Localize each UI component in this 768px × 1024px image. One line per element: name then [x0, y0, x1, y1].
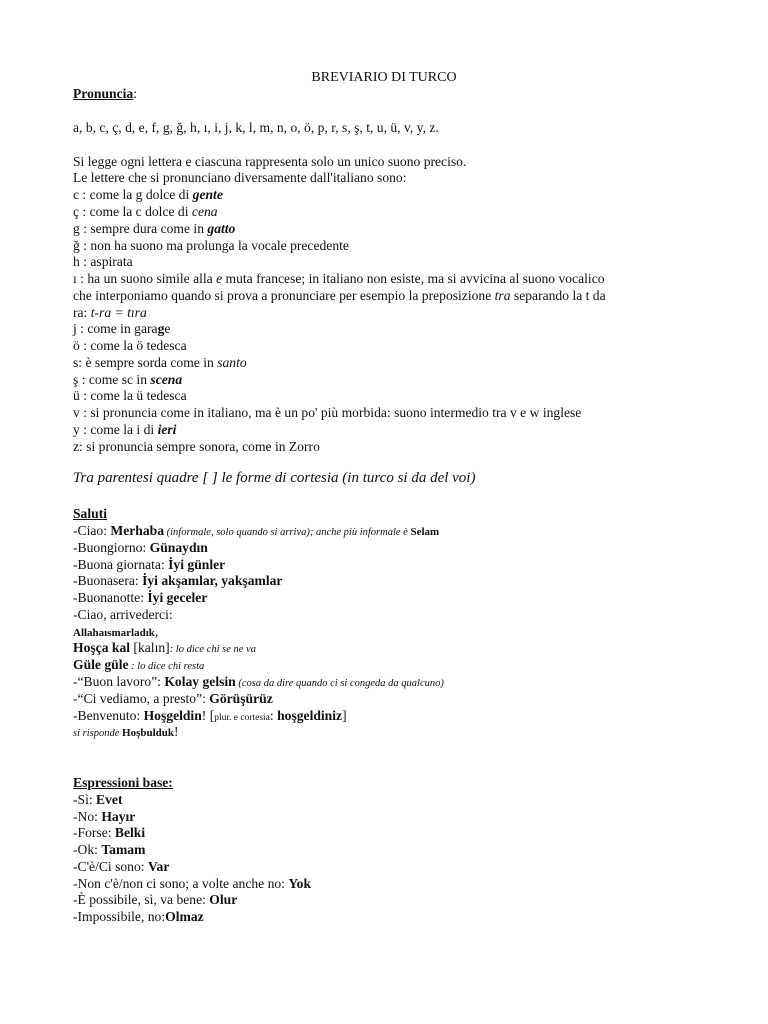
- rule-dotless-i: ı : ha un suono simile alla e muta francese; in italiano non esiste, ma si avvicina al suono vocalico: [73, 271, 605, 286]
- rule-s-cedilla: ş : come sc in scena: [73, 372, 183, 387]
- rule-dotless-i-cont: che interponiamo quando si prova a pronunciare per esempio la preposizione tra separando la t da: [73, 288, 606, 303]
- greeting-buonanotte: -Buonanotte: İyi geceler: [73, 590, 208, 605]
- rule-dotless-i-cont: ra: t-ra = tıra: [73, 305, 147, 320]
- intro-line: Le lettere che si pronunciano diversamente dall'italiano sono:: [73, 170, 407, 185]
- greeting-buonasera: -Buonasera: İyi akşamlar, yakşamlar: [73, 573, 283, 588]
- rule-o-umlaut: ö : come la ö tedesca: [73, 338, 187, 353]
- expression-item: -Sì: Evet: [73, 792, 123, 807]
- expression-item: -Ok: Tamam: [73, 842, 146, 857]
- greeting-benvenuto: -Benvenuto: Hoşgeldin! [plur. e cortesia: hoşgeldiniz]: [73, 708, 347, 723]
- greeting-buona-giornata: -Buona giornata: İyi günler: [73, 557, 226, 572]
- greeting-ciao: -Ciao: Merhaba (informale, solo quando si arriva); anche più informale è Selam: [73, 523, 440, 538]
- expression-item: -Impossibile, no:Olmaz: [73, 909, 204, 924]
- greeting-risposta: si risponde Hoşbulduk!: [73, 724, 179, 739]
- greeting-arrivederci: -Ciao, arrivederci:: [73, 607, 173, 622]
- rule-j: j : come in garage: [73, 321, 171, 336]
- rule-z: z: si pronuncia sempre sonora, come in Zorro: [73, 439, 320, 454]
- greeting-buongiorno: -Buongiorno: Günaydın: [73, 540, 208, 555]
- greeting-gule-gule: Güle güle : lo dice chi resta: [73, 657, 205, 672]
- alphabet-line: a, b, c, ç, d, e, f, g, ğ, h, ı, i, j, k, l, m, n, o, ö, p, r, s, ş, t, u, ü, v, y, z.: [73, 120, 439, 135]
- section-heading-saluti: Saluti: [73, 506, 107, 521]
- rule-c: c : come la g dolce di gente: [73, 187, 223, 202]
- greeting-buon-lavoro: -“Buon lavoro”: Kolay gelsin (cosa da dire quando ci si congeda da qualcuno): [73, 674, 444, 689]
- expression-item: -Non c'è/non ci sono; a volte anche no: Yok: [73, 876, 312, 891]
- rule-u-umlaut: ü : come la ü tedesca: [73, 388, 187, 403]
- expression-item: -È possibile, sì, va bene: Olur: [73, 892, 238, 907]
- expression-item: -C'è/Ci sono: Var: [73, 859, 170, 874]
- rule-g-breve: ğ : non ha suono ma prolunga la vocale precedente: [73, 238, 349, 253]
- expression-item: -Forse: Belki: [73, 825, 146, 840]
- cortesia-note: Tra parentesi quadre [ ] le forme di cortesia (in turco si da del voi): [73, 470, 476, 486]
- rule-v: v : si pronuncia come in italiano, ma è un po' più morbida: suono intermedio tra v e w inglese: [73, 405, 582, 420]
- greeting-hosca-kal: Hoşça kal [kalın]: lo dice chi se ne va: [73, 640, 256, 655]
- greeting-allahaismarladik: Allahaısmarladık,: [73, 624, 159, 639]
- rule-g: g : sempre dura come in gatto: [73, 221, 236, 236]
- section-heading-espressioni: Espressioni base:: [73, 775, 173, 790]
- page-title: BREVIARIO DI TURCO: [311, 70, 457, 85]
- rule-h: h : aspirata: [73, 254, 133, 269]
- intro-line: Si legge ogni lettera e ciascuna rappresenta solo un unico suono preciso.: [73, 154, 467, 169]
- section-heading-pronuncia: Pronuncia:: [73, 86, 137, 101]
- rule-c-cedilla: ç : come la c dolce di cena: [73, 204, 218, 219]
- rule-y: y : come la i di ieri: [73, 422, 177, 437]
- expression-item: -No: Hayır: [73, 809, 136, 824]
- rule-s: s: è sempre sorda come in santo: [73, 355, 247, 370]
- greeting-ci-vediamo: -“Ci vediamo, a presto”: Görüşürüz: [73, 691, 273, 706]
